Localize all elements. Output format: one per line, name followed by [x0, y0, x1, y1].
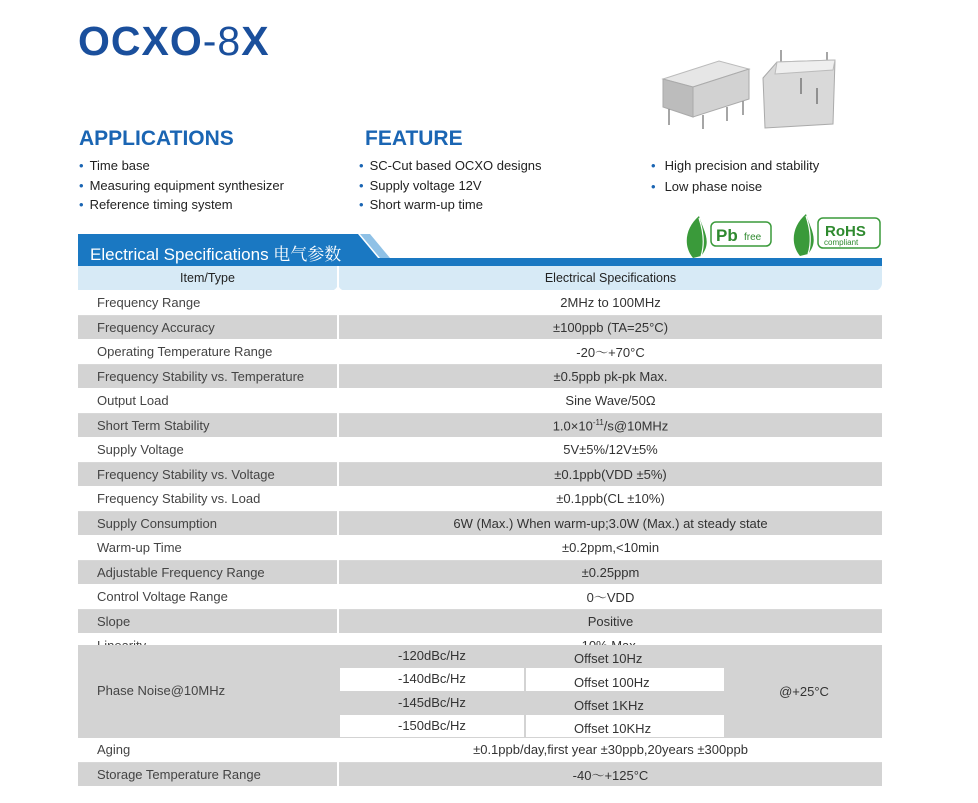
list-item: • Supply voltage 12V	[359, 177, 482, 193]
applications-list	[79, 156, 284, 215]
phase-noise-level: -140dBc/Hz	[340, 668, 524, 690]
table-row	[78, 762, 882, 787]
electrical-spec-table-bottom	[78, 738, 882, 787]
phase-noise-offset: Offset 10KHz	[526, 715, 724, 737]
table-row	[78, 560, 882, 585]
product-photo-left	[655, 55, 755, 130]
spec-item-value: ±0.1ppb(CL ±10%)	[338, 487, 882, 512]
phase-noise-offset: Offset 1KHz	[526, 692, 724, 714]
spec-item-label: Control Voltage Range	[78, 585, 338, 610]
spec-item-label: Frequency Accuracy	[78, 315, 338, 340]
spec-item-label: Supply Consumption	[78, 511, 338, 536]
phase-noise-label: Phase Noise@10MHz	[97, 683, 226, 698]
spec-item-value: ±0.2ppm,<10min	[338, 536, 882, 561]
table-row	[78, 438, 882, 463]
list-item: • High precision and stability	[651, 158, 820, 173]
spec-item-value: 0～VDD	[338, 585, 882, 610]
phase-noise-level: -150dBc/Hz	[340, 715, 524, 737]
compliant-text: compliant	[824, 238, 859, 247]
spec-item-label: Warm-up Time	[78, 536, 338, 561]
section-banner-title: Electrical Specifications 电气参数	[90, 245, 342, 264]
list-item: • Reference timing system	[79, 197, 233, 212]
list-item: • Measuring equipment synthesizer	[79, 177, 284, 193]
spec-item-label: Frequency Stability vs. Load	[78, 487, 338, 512]
table-row	[78, 487, 882, 512]
table-row	[78, 389, 882, 414]
table-row	[78, 413, 882, 438]
spec-item-label: Aging	[78, 738, 338, 762]
table-row	[78, 536, 882, 561]
table-row	[78, 340, 882, 365]
value-base: 1.0×10	[552, 417, 593, 433]
applications-heading: APPLICATIONS	[79, 127, 234, 150]
spec-item-label: Frequency Stability vs. Temperature	[78, 364, 338, 389]
spec-item-value: Sine Wave/50Ω	[338, 389, 882, 414]
table-header-row	[78, 266, 882, 291]
phase-noise-offset: Offset 100Hz	[526, 668, 724, 690]
table-row	[78, 609, 882, 634]
spec-item-value: ±0.1ppb(VDD ±5%)	[338, 462, 882, 487]
product-title: OCXO-8X	[78, 18, 270, 64]
feature-heading: FEATURE	[365, 127, 463, 150]
table-row	[78, 511, 882, 536]
spec-item-value: 2MHz to 100MHz	[338, 291, 882, 316]
header-item-type: Item/Type	[78, 266, 338, 291]
table-row	[78, 364, 882, 389]
spec-item-label: Operating Temperature Range	[78, 340, 338, 365]
electrical-spec-table	[78, 266, 882, 659]
spec-item-value: 5V±5%/12V±5%	[338, 438, 882, 463]
rohs-text: RoHS	[825, 223, 866, 240]
spec-item-label: Adjustable Frequency Range	[78, 560, 338, 585]
table-row	[78, 315, 882, 340]
spec-item-label: Short Term Stability	[78, 413, 338, 438]
value-suffix: /s@10MHz	[603, 417, 669, 433]
spec-item-label: Output Load	[78, 389, 338, 414]
spec-item-value: ±0.25ppm	[338, 560, 882, 585]
spec-item-label: Frequency Stability vs. Voltage	[78, 462, 338, 487]
spec-item-value: Positive	[338, 609, 882, 634]
value-exponent: -11	[592, 417, 604, 427]
table-row	[78, 291, 882, 316]
phase-noise-grid	[338, 645, 882, 738]
spec-item-label: Frequency Range	[78, 291, 338, 316]
list-item: • SC-Cut based OCXO designs	[359, 158, 542, 173]
list-item: • Low phase noise	[651, 178, 763, 194]
spec-item-value: -40～+125°C	[338, 762, 882, 787]
spec-item-value: ±100ppb (TA=25°C)	[338, 315, 882, 340]
spec-item-value: -20～+70°C	[338, 340, 882, 365]
list-item: • Short warm-up time	[359, 197, 483, 212]
feature-list-col2	[651, 156, 819, 197]
spec-item-value: ±0.1ppb/day,first year ±30ppb,20years ±300ppb	[338, 738, 882, 762]
product-photo-right	[757, 48, 842, 133]
spec-item-value: ±0.5ppb pk-pk Max.	[338, 364, 882, 389]
free-text: free	[744, 232, 762, 243]
table-row	[78, 738, 882, 762]
phase-noise-offset: Offset 10Hz	[526, 645, 724, 667]
pb-text: Pb	[716, 226, 738, 245]
list-item: • Time base	[79, 158, 150, 173]
spec-item-label: Storage Temperature Range	[78, 762, 338, 787]
spec-item-value: 6W (Max.) When warm-up;3.0W (Max.) at steady state	[338, 511, 882, 536]
table-row	[78, 462, 882, 487]
spec-item-value	[338, 413, 882, 438]
feature-list-col1	[359, 156, 542, 215]
phase-noise-level: -120dBc/Hz	[340, 645, 524, 667]
phase-noise-level: -145dBc/Hz	[340, 692, 524, 714]
spec-item-label: Slope	[78, 609, 338, 634]
spec-item-label: Supply Voltage	[78, 438, 338, 463]
phase-noise-condition: @+25°C	[726, 645, 882, 738]
header-electrical-spec: Electrical Specifications	[338, 266, 882, 291]
table-row	[78, 585, 882, 610]
